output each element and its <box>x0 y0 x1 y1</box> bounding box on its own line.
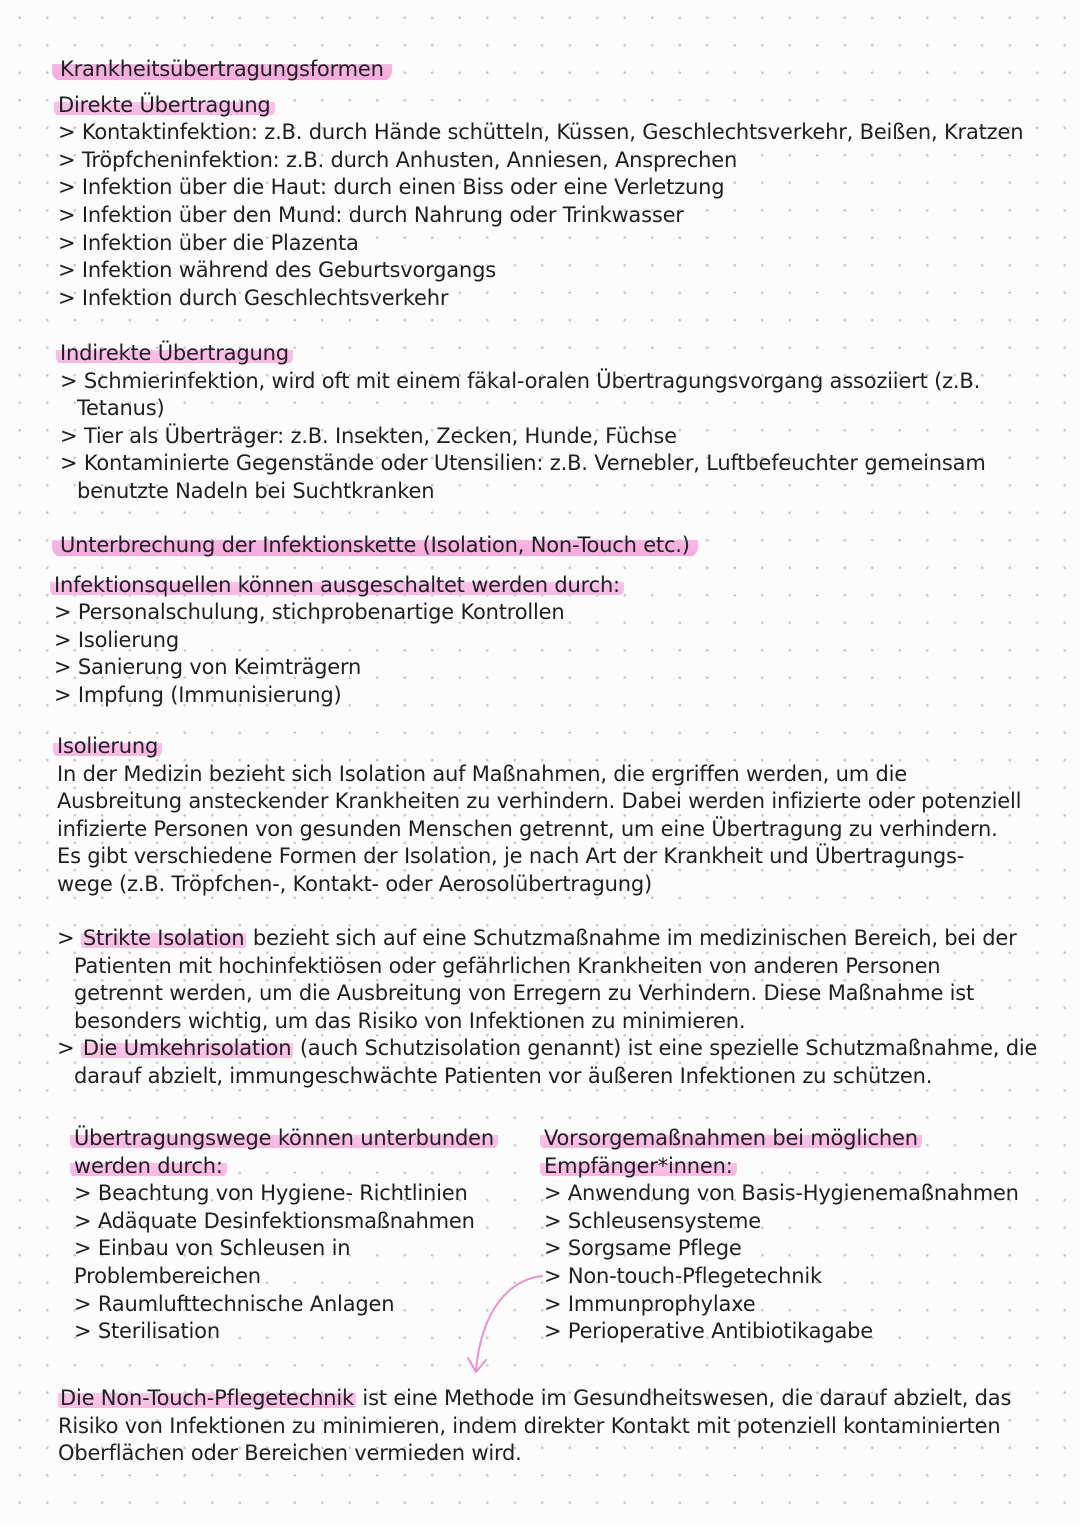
paragraph-line: infizierte Personen von gesunden Menschen getrennt, um eine Übertragung zu verhindern. <box>57 816 998 841</box>
paragraph-line: Es gibt verschiedene Formen der Isolation, je nach Art der Krankheit und Übertragungs- <box>57 844 965 869</box>
term-reverse-isolation: Die Umkehrisolation <box>82 1036 292 1061</box>
list-item-continuation: benutzte Nadeln bei Suchtkranken <box>77 478 435 503</box>
nontouch-text: ist eine Methode im Gesundheitswesen, die darauf abzielt, das <box>355 1386 1012 1410</box>
list-item: > Immunprophylaxe <box>544 1291 756 1316</box>
paragraph-line: darauf abzielt, immungeschwächte Patienten vor äußeren Infektionen zu schützen. <box>74 1063 933 1088</box>
bullet-marker: > <box>57 1036 81 1061</box>
list-item: > Tier als Überträger: z.B. Insekten, Zecken, Hunde, Füchse <box>60 423 677 448</box>
reverse-isolation-line <box>57 1035 1037 1063</box>
nontouch-first-line <box>58 1385 1011 1413</box>
reverse-isolation-text: (auch Schutzisolation genannt) ist eine spezielle Schutzmaßnahme, die <box>293 1036 1038 1061</box>
list-item: > Sanierung von Keimträgern <box>54 655 362 680</box>
list-item: > Infektion während des Geburtsvorgangs <box>58 258 496 283</box>
subtitle-indirect: Indirekte Übertragung <box>56 341 293 365</box>
list-item: > Schleusensysteme <box>544 1208 761 1233</box>
paragraph-line: wege (z.B. Tröpfchen-, Kontakt- oder Aerosolübertragung) <box>57 871 652 896</box>
transmission-section <box>58 56 1023 312</box>
term-strict-isolation: Strikte Isolation <box>82 926 245 950</box>
isolation-section <box>57 733 1021 899</box>
list-item: > Einbau von Schleusen in <box>74 1236 351 1261</box>
list-item: > Isolierung <box>54 627 180 652</box>
list-item: > Kontaktinfektion: z.B. durch Hände schütteln, Küssen, Geschlechtsverkehr, Beißen, Kratzen <box>58 120 1024 145</box>
paragraph-line: besonders wichtig, um das Risiko von Infektionen zu minimieren. <box>74 1008 746 1033</box>
paragraph-line: getrennt werden, um die Ausbreitung von Erregern zu Verhindern. Diese Maßnahme ist <box>74 981 975 1006</box>
list-item: > Adäquate Desinfektionsmaßnahmen <box>74 1208 475 1233</box>
list-item-continuation: Problembereichen <box>74 1263 261 1288</box>
paragraph-line: Patienten mit hochinfektiösen oder gefährlichen Krankheiten von anderen Personen <box>74 953 941 978</box>
list-item: > Sterilisation <box>74 1319 220 1344</box>
list-item: > Perioperative Antibiotikagabe <box>544 1319 874 1344</box>
subtitle-sources: Infektionsquellen können ausgeschaltet werden durch: <box>50 573 624 597</box>
list-item: > Beachtung von Hygiene- Richtlinien <box>74 1181 468 1206</box>
nontouch-section <box>58 1385 1011 1468</box>
indirect-section <box>60 340 986 506</box>
pointer-arrow-icon <box>460 1268 550 1388</box>
paragraph-line: Risiko von Infektionen zu minimieren, indem direkter Kontakt mit potenziell kontaminierten <box>58 1413 1001 1438</box>
subtitle-isolation: Isolierung <box>53 734 162 758</box>
paragraph-line: Ausbreitung ansteckender Krankheiten zu verhindern. Dabei werden infizierte oder potenziell <box>57 789 1022 814</box>
list-item: > Non-touch-Pflegetechnik <box>544 1263 822 1288</box>
subtitle-direct: Direkte Übertragung <box>54 93 275 117</box>
section-title-transmission: Krankheitsübertragungsformen <box>52 57 392 81</box>
list-item: > Personalschulung, stichprobenartige Kontrollen <box>54 600 565 625</box>
routes-title-line-2: werden durch: <box>70 1154 227 1178</box>
interruption-section <box>54 532 698 710</box>
isolation-types <box>57 925 1037 1091</box>
precautions-column <box>544 1125 1019 1346</box>
list-item: > Infektion über die Haut: durch einen Biss oder eine Verletzung <box>58 175 725 200</box>
routes-title-line-1: Übertragungswege können unterbunden <box>70 1126 498 1150</box>
bullet-marker: > <box>57 926 81 950</box>
term-nontouch: Die Non-Touch-Pflegetechnik <box>60 1386 354 1410</box>
list-item: > Infektion durch Geschlechtsverkehr <box>58 285 449 310</box>
routes-column <box>74 1125 498 1346</box>
section-title-interruption: Unterbrechung der Infektionskette (Isolation, Non-Touch etc.) <box>52 533 698 557</box>
list-item: > Kontaminierte Gegenstände oder Utensilien: z.B. Vernebler, Luftbefeuchter gemeinsam <box>60 451 986 476</box>
precautions-title-line-2: Empfänger*innen: <box>540 1154 737 1178</box>
strict-isolation-line <box>57 925 1037 953</box>
list-item: > Impfung (Immunisierung) <box>54 682 342 707</box>
list-item: > Sorgsame Pflege <box>544 1236 742 1261</box>
precautions-title-line-1: Vorsorgemaßnahmen bei möglichen <box>540 1126 922 1150</box>
list-item: > Raumlufttechnische Anlagen <box>74 1291 395 1316</box>
list-item: > Schmierinfektion, wird oft mit einem fäkal-oralen Übertragungsvorgang assoziiert (z.B. <box>60 368 981 393</box>
paragraph-line: Oberflächen oder Bereichen vermieden wird. <box>58 1441 522 1466</box>
list-item: > Tröpfcheninfektion: z.B. durch Anhusten, Anniesen, Ansprechen <box>58 147 738 172</box>
list-item: > Anwendung von Basis-Hygienemaßnahmen <box>544 1181 1019 1206</box>
paragraph-line: In der Medizin bezieht sich Isolation auf Maßnahmen, die ergriffen werden, um die <box>57 761 907 786</box>
list-item-continuation: Tetanus) <box>77 396 165 421</box>
list-item: > Infektion über den Mund: durch Nahrung oder Trinkwasser <box>58 202 684 227</box>
list-item: > Infektion über die Plazenta <box>58 230 359 255</box>
strict-isolation-text: bezieht sich auf eine Schutzmaßnahme im medizinischen Bereich, bei der <box>246 926 1017 950</box>
